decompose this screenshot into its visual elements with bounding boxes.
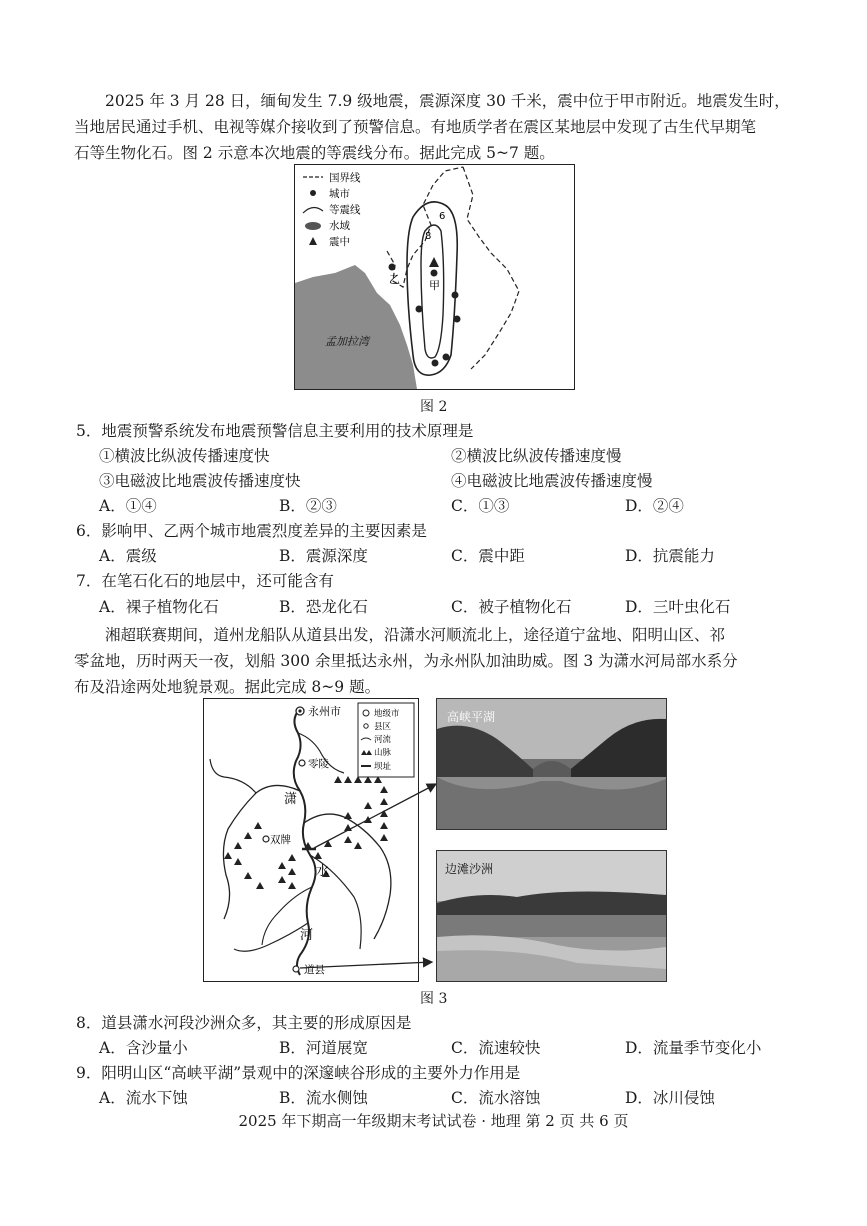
isoseismal-label-8: 8 bbox=[425, 231, 432, 242]
river-char-1: 潇 bbox=[284, 792, 298, 807]
q5-option-a[interactable]: A．①④ bbox=[99, 497, 157, 515]
passage-1-line: 石等生物化石。图 2 示意本次地震的等震线分布。据此完成 5~7 题。 bbox=[74, 144, 555, 162]
question-6-stem: 6．影响甲、乙两个城市地震烈度差异的主要因素是 bbox=[76, 522, 427, 540]
q8-option-a[interactable]: A．含沙量小 bbox=[99, 1039, 188, 1057]
q5-item-4: ④电磁波比地震波传播速度慢 bbox=[451, 472, 653, 490]
q5-option-b[interactable]: B．②③ bbox=[279, 497, 337, 515]
legend-mountain-label: 山脉 bbox=[374, 748, 392, 758]
isoseismal-label-6: 6 bbox=[439, 211, 446, 222]
passage-1-line: 2025 年 3 月 28 日，缅甸发生 7.9 级地震，震源深度 30 千米，震中位于甲市附近。地震发生时， bbox=[105, 92, 790, 110]
q6-option-a[interactable]: A．震级 bbox=[99, 547, 157, 565]
passage-2-line: 湘超联赛期间，道州龙船队从道县出发，沿潇水河顺流北上，途径道宁盆地、阳明山区、祁 bbox=[105, 626, 726, 644]
gorge-lake-image bbox=[437, 699, 666, 829]
question-7-stem: 7．在笔石化石的地层中，还可能含有 bbox=[76, 572, 334, 590]
photo-gorge-lake bbox=[436, 698, 667, 830]
q8-option-b[interactable]: B．河道展宽 bbox=[279, 1039, 368, 1057]
legend-prefecture-label: 地级市 bbox=[374, 709, 400, 719]
shuangpai-label: 双牌 bbox=[270, 834, 291, 846]
legend-water-label: 水域 bbox=[329, 220, 350, 232]
legend-city-label: 城市 bbox=[329, 188, 350, 200]
figure-2-caption: 图 2 bbox=[420, 399, 448, 415]
q5-item-3: ③电磁波比地震波传播速度快 bbox=[99, 472, 301, 490]
legend-epicenter-label: 震中 bbox=[329, 236, 350, 248]
q7-option-d[interactable]: D．三叶虫化石 bbox=[625, 598, 731, 616]
yongzhou-label: 永州市 bbox=[308, 705, 341, 718]
passage-1-line: 当地居民通过手机、电视等媒介接收到了预警信息。有地质学者在震区某地层中发现了古生代早期笔 bbox=[74, 118, 757, 136]
question-5-stem: 5．地震预警系统发布地震预警信息主要利用的技术原理是 bbox=[76, 422, 474, 440]
q6-option-b[interactable]: B．震源深度 bbox=[279, 547, 368, 565]
question-9-stem: 9．阳明山区“高峡平湖”景观中的深邃峡谷形成的主要外力作用是 bbox=[76, 1064, 521, 1082]
passage-2-line: 零盆地，历时两天一夜，划船 300 余里抵达永州，为永州队加油助威。图 3 为潇水河局部水系分 bbox=[74, 652, 738, 670]
question-8-stem: 8．道县潇水河段沙洲众多，其主要的形成原因是 bbox=[76, 1014, 412, 1032]
q7-option-a[interactable]: A．裸子植物化石 bbox=[99, 598, 219, 616]
q5-item-2: ②横波比纵波传播速度慢 bbox=[451, 447, 622, 465]
legend-border-label: 国界线 bbox=[329, 172, 361, 184]
page-footer: 2025 年下期高一年级期末考试试卷 · 地理 第 2 页 共 6 页 bbox=[238, 1112, 629, 1130]
figure-3-caption: 图 3 bbox=[420, 991, 448, 1007]
photo-point-bar bbox=[436, 850, 667, 982]
q7-option-c[interactable]: C．被子植物化石 bbox=[451, 598, 572, 616]
photo-2-label: 边滩沙洲 bbox=[445, 862, 494, 876]
q9-option-a[interactable]: A．流水下蚀 bbox=[99, 1089, 188, 1107]
q8-option-c[interactable]: C．流速较快 bbox=[451, 1039, 541, 1057]
q9-option-b[interactable]: B．流水侧蚀 bbox=[279, 1089, 368, 1107]
legend-isoseismal-label: 等震线 bbox=[329, 204, 361, 216]
passage-2-line: 布及沿途两处地貌景观。据此完成 8~9 题。 bbox=[74, 678, 381, 696]
lingling-label: 零陵 bbox=[308, 758, 329, 770]
legend-county-label: 县区 bbox=[374, 722, 392, 732]
q8-option-d[interactable]: D．流量季节变化小 bbox=[625, 1039, 762, 1057]
photo-1-label: 高峡平湖 bbox=[447, 710, 496, 724]
q6-option-c[interactable]: C．震中距 bbox=[451, 547, 525, 565]
river-char-3: 河 bbox=[300, 928, 314, 943]
legend-dam-label: 坝址 bbox=[374, 762, 392, 772]
q5-item-1: ①横波比纵波传播速度快 bbox=[99, 447, 270, 465]
legend-river-label: 河流 bbox=[374, 735, 392, 745]
q6-option-d[interactable]: D．抗震能力 bbox=[625, 547, 715, 565]
q5-option-d[interactable]: D．②④ bbox=[625, 497, 684, 515]
point-bar-image bbox=[437, 851, 666, 981]
q9-option-d[interactable]: D．冰川侵蚀 bbox=[625, 1089, 715, 1107]
city-jia-label: 甲 bbox=[429, 279, 440, 292]
arrow-to-photo-1 bbox=[314, 784, 436, 848]
city-yi-label: 乙 bbox=[389, 273, 400, 286]
q7-option-b[interactable]: B．恐龙化石 bbox=[279, 598, 368, 616]
daoxian-label: 道县 bbox=[304, 964, 325, 976]
q9-option-c[interactable]: C．流水溶蚀 bbox=[451, 1089, 541, 1107]
q5-option-c[interactable]: C．①③ bbox=[451, 497, 510, 515]
river-char-2: 水 bbox=[316, 864, 330, 879]
arrow-to-photo-2 bbox=[300, 962, 432, 968]
bay-label: 孟加拉湾 bbox=[325, 335, 369, 348]
